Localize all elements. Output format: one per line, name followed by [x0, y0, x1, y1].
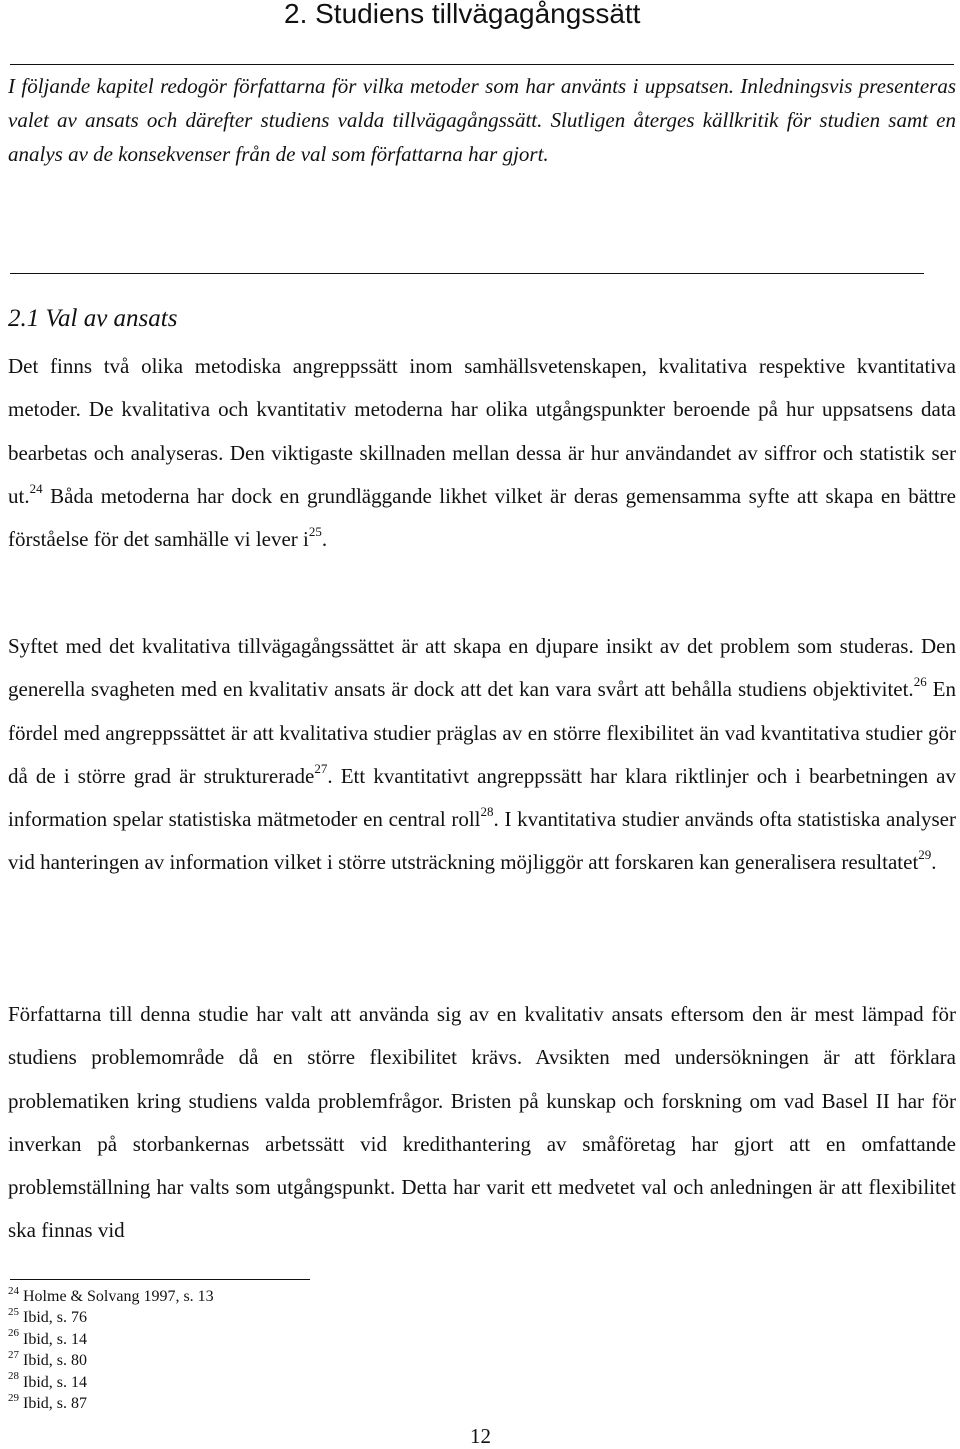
footnote-separator — [10, 1279, 310, 1280]
footnote-number: 24 — [8, 1284, 19, 1297]
footnote-item — [8, 1350, 214, 1371]
paragraph-2-text-e: . — [931, 850, 937, 875]
paragraph-2-text-a: Syftet med det kvalitativa tillvägagångssättet är att skapa en djupare insikt av det problem som studeras. Den generella svagheten med en kvalitativ ansats är dock att det kan vara svårt att behålla studiens objektivitet. — [8, 634, 956, 702]
footnote-item — [8, 1307, 214, 1328]
footnote-text: Ibid, s. 14 — [23, 1330, 87, 1348]
intro-divider — [10, 273, 924, 274]
paragraph-1 — [8, 345, 956, 561]
footnote-text: Ibid, s. 87 — [23, 1395, 87, 1413]
footnote-ref-26[interactable]: 26 — [913, 674, 927, 690]
footnote-ref-25[interactable]: 25 — [308, 524, 322, 540]
footnote-text: Ibid, s. 76 — [23, 1309, 87, 1327]
paragraph-2-text-d: . I kvantitativa studier används ofta statistiska analyser vid hanteringen av information vilket i större utsträckning möjliggör att forskaren kan generalisera resultatet — [8, 807, 956, 875]
paragraph-2-text-b: En fördel med angreppssättet är att kvalitativa studier präglas av en större flexibilitet än vad kvantitativa studier gör då de i större grad är strukturerade — [8, 677, 956, 788]
footnote-number: 26 — [8, 1327, 19, 1340]
footnote-ref-29[interactable]: 29 — [918, 847, 932, 863]
footnote-item — [8, 1286, 214, 1307]
footnote-number: 28 — [8, 1370, 19, 1383]
footnote-ref-27[interactable]: 27 — [314, 760, 328, 776]
paragraph-3: Författarna till denna studie har valt att använda sig av en kvalitativ ansats eftersom den är mest lämpad för studiens problemområde då en större flexibilitet krävs. Avsikten med undersökningen är att förklara problematiken kring studiens valda problemfrågor. Bristen på kunskap och forskning om vad Basel II har för inverkan på storbankernas arbetssätt vid kredithantering av småföretag har gjort att en omfattande problemställning har valts som utgångspunkt. Detta har varit ett medvetet val och anledningen är att flexibilitet ska finnas vid — [8, 1002, 956, 1243]
title-underline — [10, 64, 954, 65]
footnote-item — [8, 1393, 214, 1414]
footnote-item — [8, 1329, 214, 1350]
footnote-text: Ibid, s. 80 — [23, 1352, 87, 1370]
chapter-title: 2. Studiens tillvägagångssätt — [284, 0, 641, 29]
footnote-ref-28[interactable]: 28 — [480, 804, 494, 820]
paragraph-1-text-c: . — [321, 527, 328, 552]
page-number: 12 — [470, 1424, 491, 1448]
footnote-number: 25 — [8, 1306, 19, 1319]
footnote-number: 29 — [8, 1391, 19, 1404]
footnote-text: Ibid, s. 14 — [23, 1373, 87, 1391]
paragraph-2-text-c: . Ett kvantitativt angreppssätt har klara riktlinjer och i bearbetningen av information spelar statistiska mätmetoder en central roll — [8, 763, 956, 832]
footnote-text: Holme & Solvang 1997, s. 13 — [23, 1288, 214, 1305]
paragraph-1-text-a: Det finns två olika metodiska angreppssätt inom samhällsvetenskapen, kvalitativa respektive kvantitativa metoder. De kvalitativa och kvantitativ metoderna har olika utgångspunkter beroende på hur uppsatsens data bearbetas och analyseras. Den viktigaste skillnaden mellan dessa är hur användandet av siffror och statistik ser ut. — [8, 354, 956, 508]
section-heading: 2.1 Val av ansats — [8, 305, 178, 332]
paragraph-2 — [8, 625, 956, 885]
footnote-ref-24[interactable]: 24 — [29, 480, 43, 496]
footnote-number: 27 — [8, 1348, 19, 1361]
footnote-list — [8, 1286, 214, 1414]
footnote-item — [8, 1372, 214, 1393]
chapter-intro: I följande kapitel redogör författarna för vilka metoder som har använts i uppsatsen. Inledningsvis presenteras valet av ansats och därefter studiens valda tillvägagångssätt. Slutligen återges källkritik för studien samt en analys av de konsekvenser från de val som författarna har gjort. — [8, 74, 956, 166]
paragraph-1-text-b: Båda metoderna har dock en grundläggande likhet vilket är deras gemensamma syfte att skapa en bättre förståelse för det samhälle vi lever i — [8, 483, 956, 552]
